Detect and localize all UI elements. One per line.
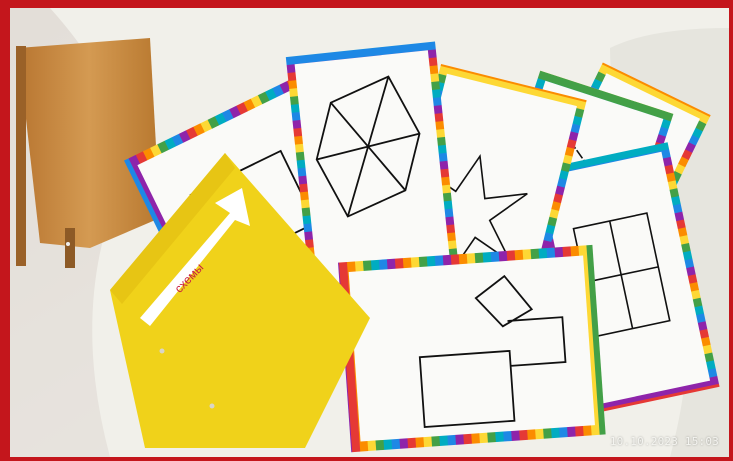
photo-frame — [10, 8, 729, 457]
card-front-bottom — [338, 245, 606, 452]
photo-scene — [10, 8, 729, 457]
folder-label-text: схемы — [171, 260, 207, 296]
photo-timestamp: 10.10.2023 15:03 — [609, 435, 719, 448]
